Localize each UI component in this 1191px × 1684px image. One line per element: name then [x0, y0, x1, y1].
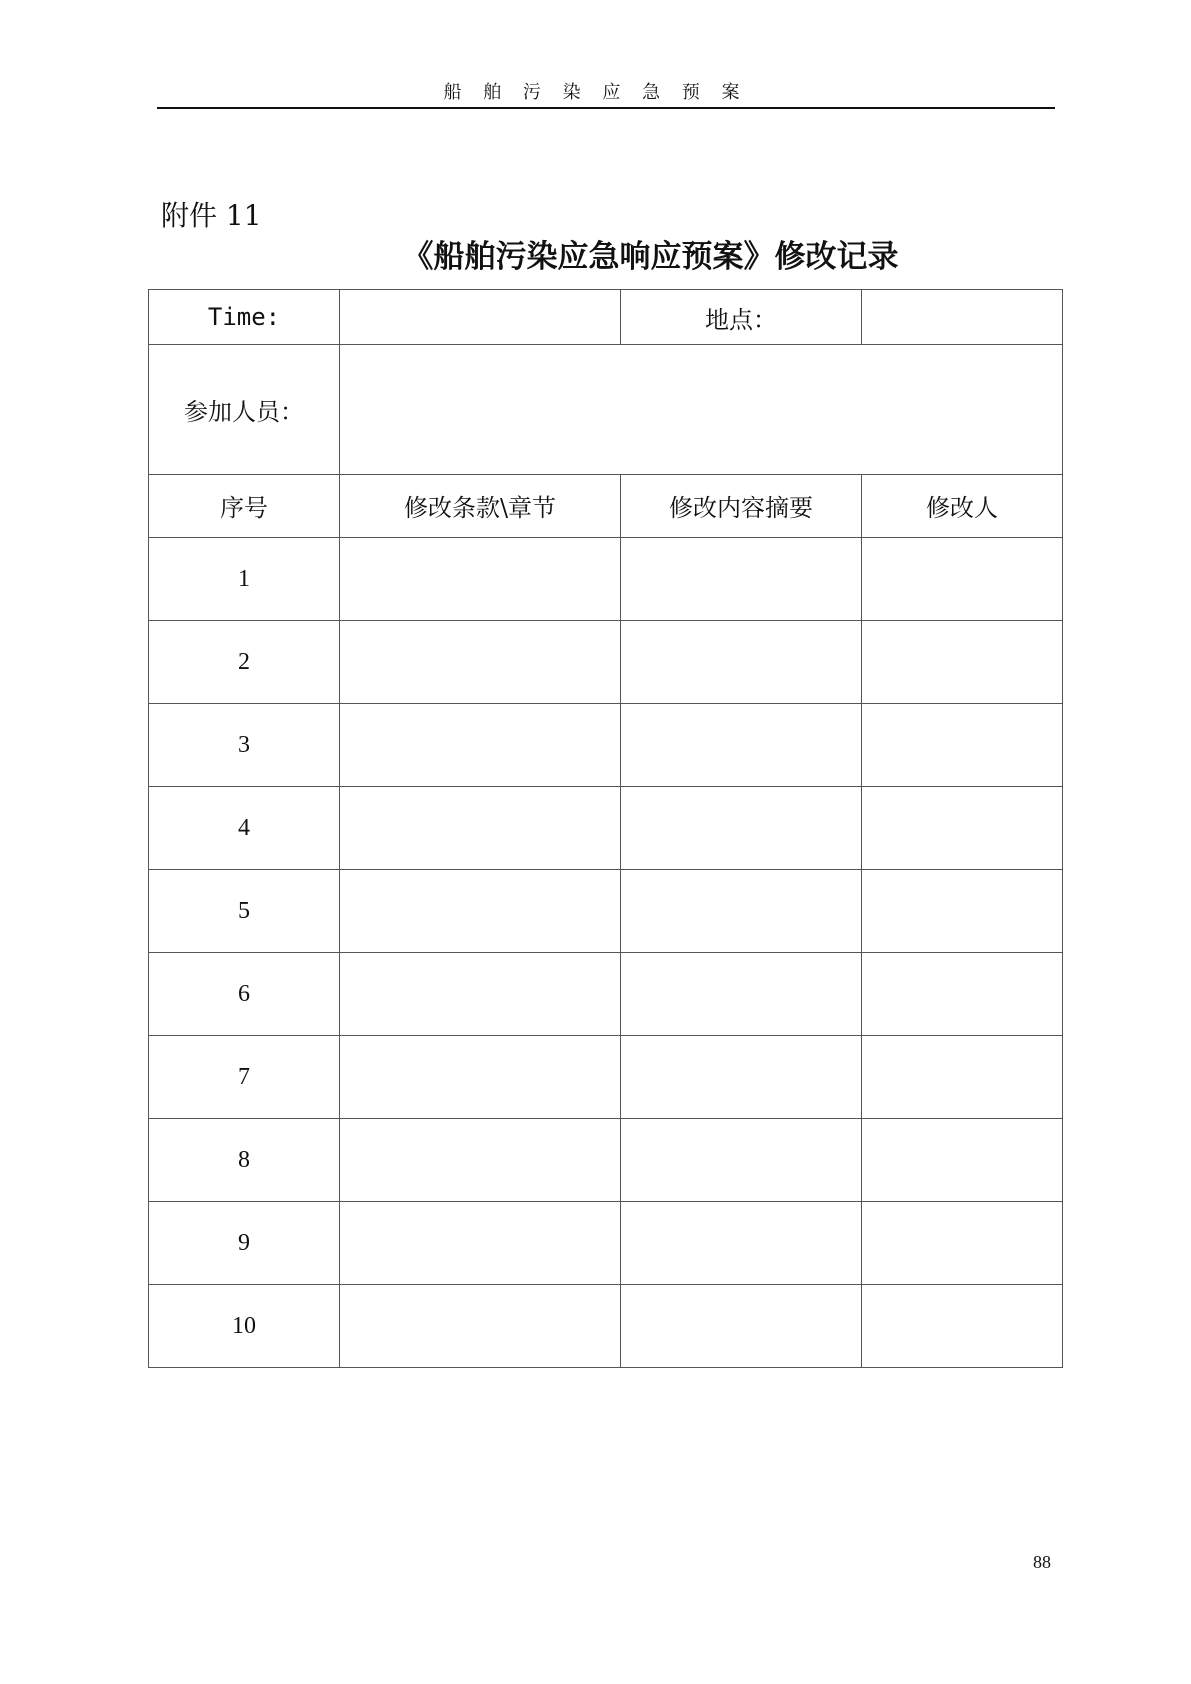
editor-cell[interactable]	[862, 787, 1063, 870]
row-number: 7	[149, 1036, 340, 1119]
header-clause-section-label: 修改条款\章节	[403, 493, 557, 522]
attachment-label: 附件 11	[161, 199, 262, 232]
summary-cell[interactable]	[621, 1202, 862, 1285]
editor-cell[interactable]	[862, 1119, 1063, 1202]
clause-cell[interactable]	[340, 1119, 621, 1202]
editor-cell[interactable]	[862, 953, 1063, 1036]
time-value-cell[interactable]	[340, 290, 621, 345]
location-value-cell[interactable]	[862, 290, 1063, 345]
editor-cell[interactable]	[862, 1285, 1063, 1368]
row-number: 9	[149, 1202, 340, 1285]
table-row	[149, 704, 1063, 787]
editor-cell[interactable]	[862, 1036, 1063, 1119]
summary-cell[interactable]	[621, 953, 862, 1036]
document-title: 《船舶污染应急响应预案》修改记录	[402, 239, 899, 275]
summary-cell[interactable]	[621, 1036, 862, 1119]
editor-cell[interactable]	[862, 538, 1063, 621]
clause-cell[interactable]	[340, 704, 621, 787]
time-location-row	[149, 290, 1063, 345]
location-label: 地点：	[621, 290, 862, 345]
header-serial-number	[149, 475, 340, 538]
header-clause-section	[340, 475, 621, 538]
table-row	[149, 1285, 1063, 1368]
row-number: 8	[149, 1119, 340, 1202]
summary-cell[interactable]	[621, 704, 862, 787]
table-row	[149, 1119, 1063, 1202]
editor-cell[interactable]	[862, 704, 1063, 787]
clause-cell[interactable]	[340, 1202, 621, 1285]
summary-cell[interactable]	[621, 787, 862, 870]
clause-cell[interactable]	[340, 1036, 621, 1119]
participants-label: 参加人员：	[149, 345, 340, 475]
running-header: 船 舶 污 染 应 急 预 案	[443, 82, 748, 103]
row-number: 5	[149, 870, 340, 953]
row-number: 6	[149, 953, 340, 1036]
header-change-summary	[621, 475, 862, 538]
table-row	[149, 870, 1063, 953]
editor-cell[interactable]	[862, 621, 1063, 704]
time-label: Time:	[149, 290, 340, 345]
summary-cell[interactable]	[621, 870, 862, 953]
revision-record-table	[148, 289, 1063, 1368]
clause-cell[interactable]	[340, 870, 621, 953]
clause-cell[interactable]	[340, 538, 621, 621]
participants-value-cell[interactable]	[340, 345, 1063, 475]
clause-cell[interactable]	[340, 621, 621, 704]
clause-cell[interactable]	[340, 787, 621, 870]
header-editor	[862, 475, 1063, 538]
summary-cell[interactable]	[621, 538, 862, 621]
table-row	[149, 787, 1063, 870]
header-editor-label: 修改人	[926, 493, 998, 522]
row-number: 4	[149, 787, 340, 870]
row-number: 10	[149, 1285, 340, 1368]
summary-cell[interactable]	[621, 1119, 862, 1202]
header-change-summary-label: 修改内容摘要	[669, 493, 813, 522]
summary-cell[interactable]	[621, 1285, 862, 1368]
row-number: 3	[149, 704, 340, 787]
header-serial-number-label: 序号	[220, 493, 268, 522]
page-number: 88	[1033, 1552, 1051, 1572]
table-row	[149, 953, 1063, 1036]
clause-cell[interactable]	[340, 953, 621, 1036]
table-row	[149, 1036, 1063, 1119]
column-header-row	[149, 475, 1063, 538]
clause-cell[interactable]	[340, 1285, 621, 1368]
table-row	[149, 1202, 1063, 1285]
table-row	[149, 538, 1063, 621]
table-row	[149, 621, 1063, 704]
participants-row	[149, 345, 1063, 475]
header-rule	[157, 107, 1055, 109]
editor-cell[interactable]	[862, 870, 1063, 953]
summary-cell[interactable]	[621, 621, 862, 704]
row-number: 1	[149, 538, 340, 621]
editor-cell[interactable]	[862, 1202, 1063, 1285]
row-number: 2	[149, 621, 340, 704]
